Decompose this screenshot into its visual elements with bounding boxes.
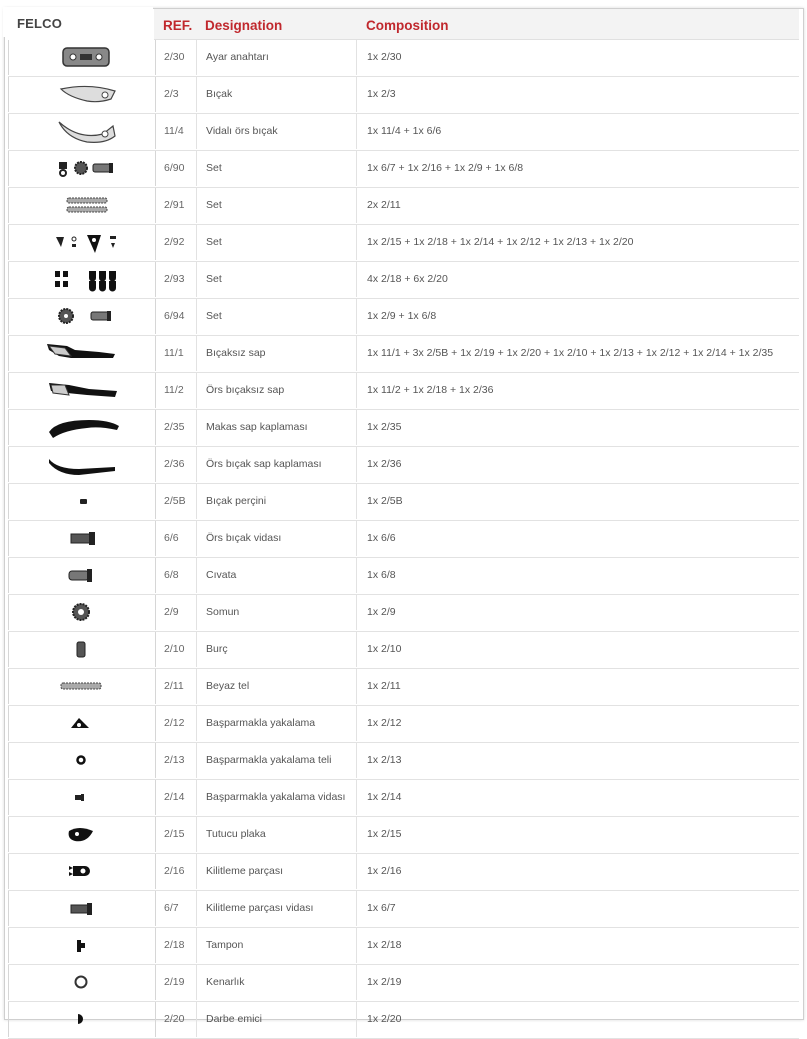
column-divider: [196, 484, 197, 519]
column-divider: [356, 447, 357, 482]
part-composition: 1x 2/18: [367, 939, 402, 951]
part-ref: 2/35: [164, 421, 185, 433]
part-composition: 1x 2/15 + 1x 2/18 + 1x 2/14 + 1x 2/12 + 1x 2/13 + 1x 2/20: [367, 236, 634, 248]
part-composition: 1x 2/9 + 1x 6/8: [367, 310, 437, 322]
column-divider: [196, 40, 197, 75]
lock-screw-icon: [9, 891, 155, 926]
shock-absorber-icon: [9, 1002, 155, 1037]
part-ref: 2/14: [164, 791, 185, 803]
column-divider: [196, 891, 197, 926]
column-divider: [356, 595, 357, 630]
part-image-cell: [8, 262, 156, 297]
column-divider: [356, 77, 357, 112]
table-row: [8, 743, 799, 780]
part-designation: Burç: [206, 643, 228, 655]
part-ref: 2/18: [164, 939, 185, 951]
table-header: [154, 9, 799, 40]
part-designation: Cıvata: [206, 569, 237, 581]
table-row: [8, 151, 799, 188]
part-ref: 2/30: [164, 51, 185, 63]
table-row: [8, 262, 799, 299]
buffers-set-icon: [9, 262, 155, 297]
part-image-cell: [8, 40, 156, 75]
part-composition: 1x 2/16: [367, 865, 402, 877]
part-ref: 11/1: [164, 347, 184, 359]
column-divider: [356, 817, 357, 852]
part-composition: 1x 2/19: [367, 976, 402, 988]
part-ref: 2/15: [164, 828, 185, 840]
header-composition: Composition: [366, 18, 449, 33]
part-ref: 2/13: [164, 754, 185, 766]
part-designation: Set: [206, 273, 222, 285]
blade-icon: [9, 77, 155, 112]
part-composition: 1x 6/7: [367, 902, 396, 914]
small-screw-icon: [9, 780, 155, 815]
part-designation: Tampon: [206, 939, 244, 951]
column-divider: [196, 114, 197, 149]
column-divider: [356, 188, 357, 223]
column-divider: [196, 410, 197, 445]
table-row: [8, 891, 799, 928]
column-divider: [196, 965, 197, 1000]
part-image-cell: [8, 891, 156, 926]
part-composition: 1x 2/35: [367, 421, 402, 433]
part-image-cell: [8, 558, 156, 593]
column-divider: [356, 706, 357, 741]
thumb-catch-icon: [9, 706, 155, 741]
part-image-cell: [8, 669, 156, 704]
part-composition: 1x 2/10: [367, 643, 402, 655]
part-ref: 2/9: [164, 606, 179, 618]
bolt-icon: [9, 558, 155, 593]
table-row: [8, 410, 799, 447]
part-image-cell: [8, 225, 156, 260]
part-composition: 4x 2/18 + 6x 2/20: [367, 273, 448, 285]
ring-icon: [9, 743, 155, 778]
spring-icon: [9, 669, 155, 704]
part-composition: 1x 2/30: [367, 51, 402, 63]
column-divider: [196, 669, 197, 704]
part-composition: 1x 6/6: [367, 532, 396, 544]
screw-icon: [9, 521, 155, 556]
handle-icon: [9, 336, 155, 371]
part-image-cell: [8, 817, 156, 852]
part-designation: Kenarlık: [206, 976, 245, 988]
part-designation: Örs bıçak vidası: [206, 532, 282, 544]
part-composition: 1x 2/5B: [367, 495, 403, 507]
table-row: [8, 299, 799, 336]
part-designation: Ayar anahtarı: [206, 51, 269, 63]
part-image-cell: [8, 780, 156, 815]
part-image-cell: [8, 410, 156, 445]
part-composition: 1x 2/9: [367, 606, 396, 618]
part-composition: 1x 2/12: [367, 717, 402, 729]
table-row: [8, 706, 799, 743]
column-divider: [356, 521, 357, 556]
column-divider: [356, 114, 357, 149]
column-divider: [196, 225, 197, 260]
column-divider: [356, 262, 357, 297]
part-designation: Bıçak: [206, 88, 233, 100]
wire-springs-icon: [9, 188, 155, 223]
part-ref: 6/6: [164, 532, 179, 544]
table-row: [8, 40, 799, 77]
column-divider: [196, 299, 197, 334]
washer-icon: [9, 965, 155, 1000]
nut-icon: [9, 595, 155, 630]
bushing-icon: [9, 632, 155, 667]
part-image-cell: [8, 77, 156, 112]
anvil-handle-icon: [9, 373, 155, 408]
column-divider: [196, 77, 197, 112]
part-designation: Somun: [206, 606, 240, 618]
table-row: [8, 558, 799, 595]
part-image-cell: [8, 743, 156, 778]
handle-cover-icon: [9, 410, 155, 445]
part-ref: 2/16: [164, 865, 185, 877]
table-row: [8, 1002, 799, 1039]
table-row: [8, 780, 799, 817]
column-divider: [196, 151, 197, 186]
table-row: [8, 965, 799, 1002]
part-composition: 2x 2/11: [367, 199, 401, 211]
part-image-cell: [8, 114, 156, 149]
part-ref: 6/94: [164, 310, 185, 322]
part-composition: 1x 2/13: [367, 754, 402, 766]
column-divider: [356, 891, 357, 926]
table-row: [8, 928, 799, 965]
column-divider: [196, 632, 197, 667]
part-image-cell: [8, 965, 156, 1000]
part-ref: 2/5B: [164, 495, 186, 507]
part-composition: 1x 2/14: [367, 791, 402, 803]
part-ref: 11/4: [164, 125, 184, 137]
column-divider: [356, 632, 357, 667]
part-designation: Kilitleme parçası vidası: [206, 902, 314, 914]
column-divider: [356, 928, 357, 963]
anvil-handle-cover-icon: [9, 447, 155, 482]
parts-list: [8, 40, 799, 1039]
plate-icon: [9, 817, 155, 852]
part-designation: Beyaz tel: [206, 680, 250, 692]
column-divider: [356, 558, 357, 593]
column-divider: [356, 40, 357, 75]
catch-parts-set-icon: [9, 225, 155, 260]
column-divider: [196, 854, 197, 889]
part-designation: Set: [206, 236, 222, 248]
part-ref: 2/10: [164, 643, 185, 655]
part-ref: 6/90: [164, 162, 185, 174]
lock-part-icon: [9, 854, 155, 889]
part-composition: 1x 6/7 + 1x 2/16 + 1x 2/9 + 1x 6/8: [367, 162, 524, 174]
part-image-cell: [8, 484, 156, 519]
part-designation: Makas sap kaplaması: [206, 421, 308, 433]
part-designation: Başparmakla yakalama teli: [206, 754, 332, 766]
column-divider: [196, 817, 197, 852]
part-designation: Bıçaksız sap: [206, 347, 266, 359]
buffer-icon: [9, 928, 155, 963]
part-designation: Kilitleme parçası: [206, 865, 284, 877]
part-image-cell: [8, 521, 156, 556]
part-ref: 2/91: [164, 199, 185, 211]
part-image-cell: [8, 928, 156, 963]
part-image-cell: [8, 336, 156, 371]
part-composition: 1x 11/1 + 3x 2/5B + 1x 2/19 + 1x 2/20 + 1x 2/10 + 1x 2/13 + 1x 2/12 + 1x 2/14 + 1x 2/35: [367, 347, 774, 359]
part-image-cell: [8, 447, 156, 482]
table-row: [8, 669, 799, 706]
table-row: [8, 114, 799, 151]
part-image-cell: [8, 151, 156, 186]
column-divider: [356, 743, 357, 778]
part-image-cell: [8, 854, 156, 889]
part-ref: 11/2: [164, 384, 184, 396]
part-image-cell: [8, 595, 156, 630]
column-divider: [356, 965, 357, 1000]
header-designation: Designation: [205, 18, 283, 33]
table-row: [8, 632, 799, 669]
part-composition: 1x 2/36: [367, 458, 402, 470]
part-ref: 2/11: [164, 680, 184, 692]
column-divider: [196, 743, 197, 778]
part-designation: Örs bıçaksız sap: [206, 384, 285, 396]
part-composition: 1x 2/11: [367, 680, 401, 692]
column-divider: [356, 336, 357, 371]
column-divider: [196, 447, 197, 482]
column-divider: [356, 151, 357, 186]
table-row: [8, 336, 799, 373]
part-ref: 6/7: [164, 902, 179, 914]
table-row: [8, 521, 799, 558]
part-ref: 2/36: [164, 458, 185, 470]
column-divider: [356, 669, 357, 704]
column-divider: [356, 780, 357, 815]
bolt-nut-set-icon: [9, 151, 155, 186]
table-row: [8, 817, 799, 854]
column-divider: [196, 336, 197, 371]
part-image-cell: [8, 706, 156, 741]
anvil-blade-icon: [9, 114, 155, 149]
table-row: [8, 188, 799, 225]
column-divider: [196, 780, 197, 815]
rivet-icon: [9, 484, 155, 519]
part-designation: Darbe emici: [206, 1013, 263, 1025]
column-divider: [356, 484, 357, 519]
part-ref: 6/8: [164, 569, 179, 581]
part-ref: 2/93: [164, 273, 185, 285]
part-designation: Tutucu plaka: [206, 828, 266, 840]
column-divider: [196, 521, 197, 556]
part-designation: Başparmakla yakalama: [206, 717, 316, 729]
nut-bolt-set-icon: [9, 299, 155, 334]
column-divider: [196, 706, 197, 741]
table-row: [8, 225, 799, 262]
part-ref: 2/92: [164, 236, 185, 248]
column-divider: [356, 854, 357, 889]
part-composition: 1x 6/8: [367, 569, 396, 581]
part-designation: Örs bıçak sap kaplaması: [206, 458, 322, 470]
column-divider: [356, 299, 357, 334]
part-composition: 1x 2/20: [367, 1013, 402, 1025]
part-composition: 1x 2/3: [367, 88, 396, 100]
table-row: [8, 373, 799, 410]
column-divider: [196, 262, 197, 297]
column-divider: [356, 225, 357, 260]
part-image-cell: [8, 188, 156, 223]
table-row: [8, 447, 799, 484]
part-image-cell: [8, 1002, 156, 1037]
header-ref: REF.: [163, 18, 193, 33]
part-designation: Set: [206, 199, 222, 211]
column-divider: [196, 928, 197, 963]
table-row: [8, 484, 799, 521]
column-divider: [196, 373, 197, 408]
part-designation: Bıçak perçini: [206, 495, 267, 507]
part-ref: 2/3: [164, 88, 179, 100]
wrench-icon: [9, 40, 155, 75]
table-row: [8, 595, 799, 632]
part-image-cell: [8, 373, 156, 408]
column-divider: [196, 1002, 197, 1037]
column-divider: [196, 558, 197, 593]
part-designation: Set: [206, 310, 222, 322]
part-ref: 2/19: [164, 976, 185, 988]
part-ref: 2/20: [164, 1013, 185, 1025]
column-divider: [356, 373, 357, 408]
column-divider: [356, 410, 357, 445]
part-designation: Set: [206, 162, 222, 174]
column-divider: [196, 595, 197, 630]
part-composition: 1x 2/15: [367, 828, 402, 840]
part-designation: Başparmakla yakalama vidası: [206, 791, 346, 803]
part-image-cell: [8, 299, 156, 334]
brand-label: FELCO: [17, 16, 63, 31]
part-composition: 1x 11/4 + 1x 6/6: [367, 125, 442, 137]
column-divider: [196, 188, 197, 223]
table-row: [8, 77, 799, 114]
part-composition: 1x 11/2 + 1x 2/18 + 1x 2/36: [367, 384, 494, 396]
table-row: [8, 854, 799, 891]
part-designation: Vidalı örs bıçak: [206, 125, 278, 137]
part-image-cell: [8, 632, 156, 667]
column-divider: [356, 1002, 357, 1037]
part-ref: 2/12: [164, 717, 185, 729]
